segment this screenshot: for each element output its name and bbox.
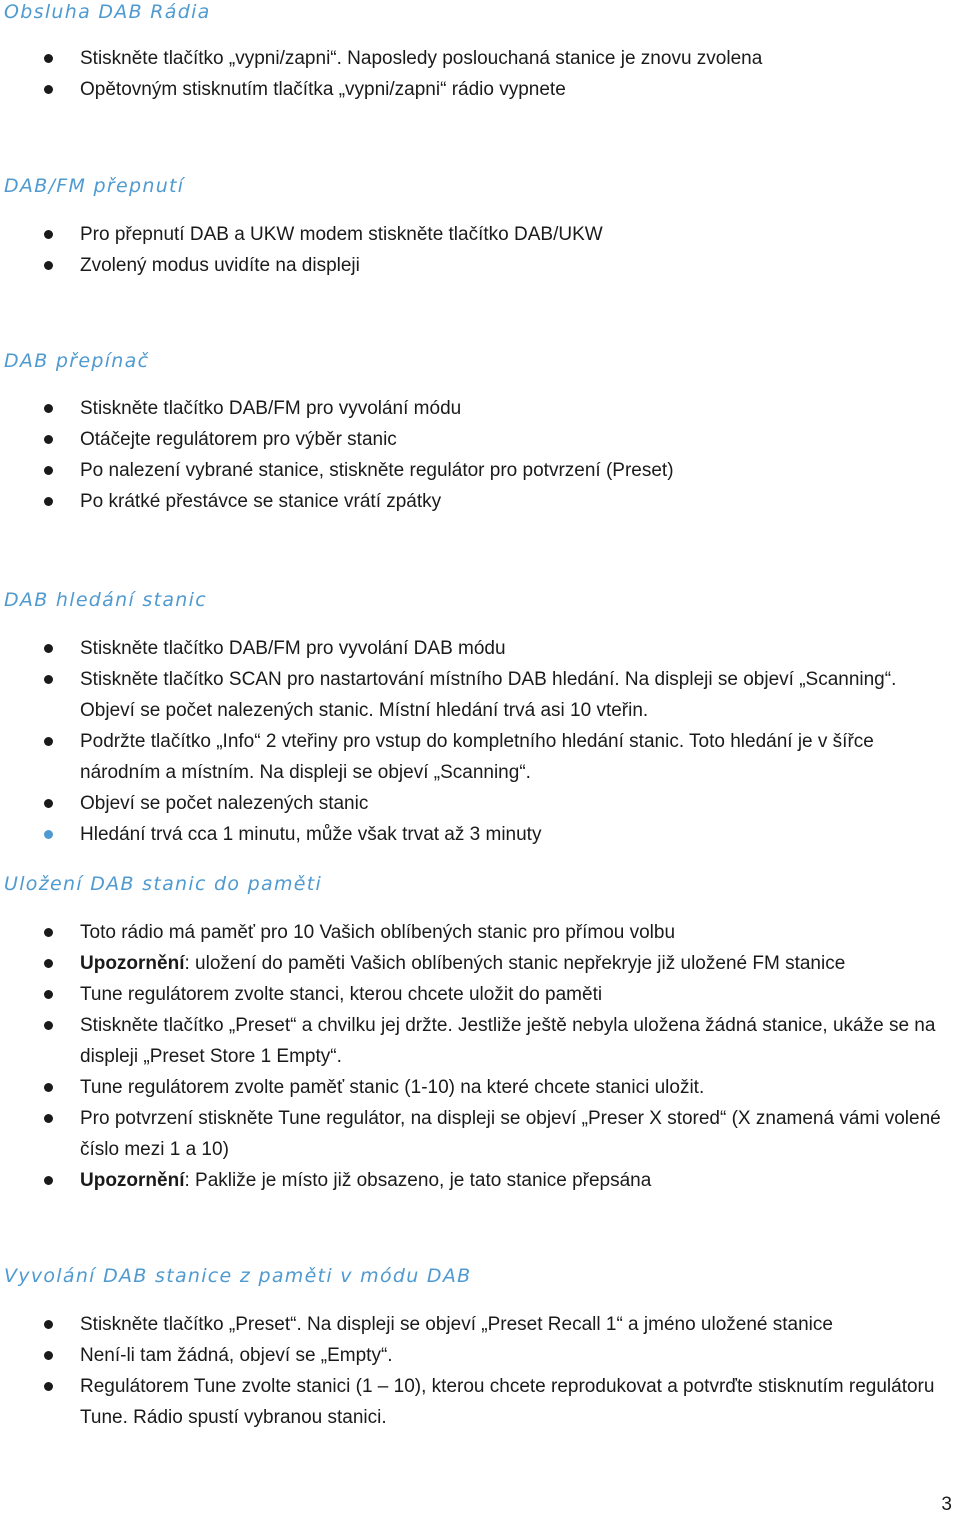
list-item: Není-li tam žádná, objeví se „Empty“. xyxy=(0,1340,960,1371)
list-item: Pro potvrzení stiskněte Tune regulátor, na displeji se objeví „Preser X stored“ (X znamená vámi volené číslo mezi 1 a 10) xyxy=(0,1103,960,1165)
bullet-list-prepinac xyxy=(0,393,960,517)
list-item: Regulátorem Tune zvolte stanici (1 – 10), kterou chcete reprodukovat a potvrďte stisknutím regulátoru Tune. Rádio spustí vybranou stanici. xyxy=(0,1371,960,1433)
list-item: Opětovným stisknutím tlačítka „vypni/zapni“ rádio vypnete xyxy=(0,74,960,105)
list-item: Stiskněte tlačítko „Preset“. Na displeji se objeví „Preset Recall 1“ a jméno uložené stanice xyxy=(0,1309,960,1340)
list-item: Objeví se počet nalezených stanic xyxy=(0,788,960,819)
list-item: Tune regulátorem zvolte stanci, kterou chcete uložit do paměti xyxy=(0,979,960,1010)
warning-text: : Pakliže je místo již obsazeno, je tato stanice přepsána xyxy=(184,1170,652,1191)
bullet-list-obsluha xyxy=(0,43,960,105)
bullet-list-ulozeni xyxy=(0,917,960,1196)
list-item: Zvolený modus uvidíte na displeji xyxy=(0,250,960,281)
warning-text: : uložení do paměti Vašich oblíbených stanic nepřekryje již uložené FM stanice xyxy=(184,953,846,974)
section-title-prepinac: DAB přepínač xyxy=(4,350,150,372)
warning-label: Upozornění xyxy=(80,1170,185,1191)
list-item xyxy=(0,1165,960,1196)
section-title-prepnuti: DAB/FM přepnutí xyxy=(4,175,185,197)
bullet-list-prepnuti xyxy=(0,219,960,281)
list-item: Hledání trvá cca 1 minutu, může však trvat až 3 minuty xyxy=(0,819,960,850)
list-item: Toto rádio má paměť pro 10 Vašich oblíbených stanic pro přímou volbu xyxy=(0,917,960,948)
section-title-obsluha: Obsluha DAB Rádia xyxy=(4,1,211,23)
list-item: Podržte tlačítko „Info“ 2 vteřiny pro vstup do kompletního hledání stanic. Toto hledání je v šířce národním a místním. Na displeji se objeví „Scanning“. xyxy=(0,726,960,788)
section-title-vyvolani: Vyvolání DAB stanice z paměti v módu DAB xyxy=(4,1265,472,1287)
page-number: 3 xyxy=(941,1494,952,1515)
list-item: Stiskněte tlačítko „vypni/zapni“. Naposledy poslouchaná stanice je znovu zvolena xyxy=(0,43,960,74)
list-item: Stiskněte tlačítko „Preset“ a chvilku jej držte. Jestliže ještě nebyla uložena žádná stanice, ukáže se na displeji „Preset Store 1 Empty“. xyxy=(0,1010,960,1072)
list-item: Po krátké přestávce se stanice vrátí zpátky xyxy=(0,486,960,517)
section-title-ulozeni: Uložení DAB stanic do paměti xyxy=(4,873,323,895)
bullet-list-hledani xyxy=(0,633,960,850)
bullet-list-vyvolani xyxy=(0,1309,960,1433)
list-item: Otáčejte regulátorem pro výběr stanic xyxy=(0,424,960,455)
list-item: Tune regulátorem zvolte paměť stanic (1-10) na které chcete stanici uložit. xyxy=(0,1072,960,1103)
list-item: Stiskněte tlačítko DAB/FM pro vyvolání DAB módu xyxy=(0,633,960,664)
list-item: Pro přepnutí DAB a UKW modem stiskněte tlačítko DAB/UKW xyxy=(0,219,960,250)
list-item xyxy=(0,948,960,979)
warning-label: Upozornění xyxy=(80,953,185,974)
list-item: Po nalezení vybrané stanice, stiskněte regulátor pro potvrzení (Preset) xyxy=(0,455,960,486)
section-title-hledani: DAB hledání stanic xyxy=(4,589,207,611)
list-item: Stiskněte tlačítko DAB/FM pro vyvolání módu xyxy=(0,393,960,424)
list-item: Stiskněte tlačítko SCAN pro nastartování místního DAB hledání. Na displeji se objeví „Scanning“. Objeví se počet nalezených stanic. Místní hledání trvá asi 10 vteřin. xyxy=(0,664,960,726)
